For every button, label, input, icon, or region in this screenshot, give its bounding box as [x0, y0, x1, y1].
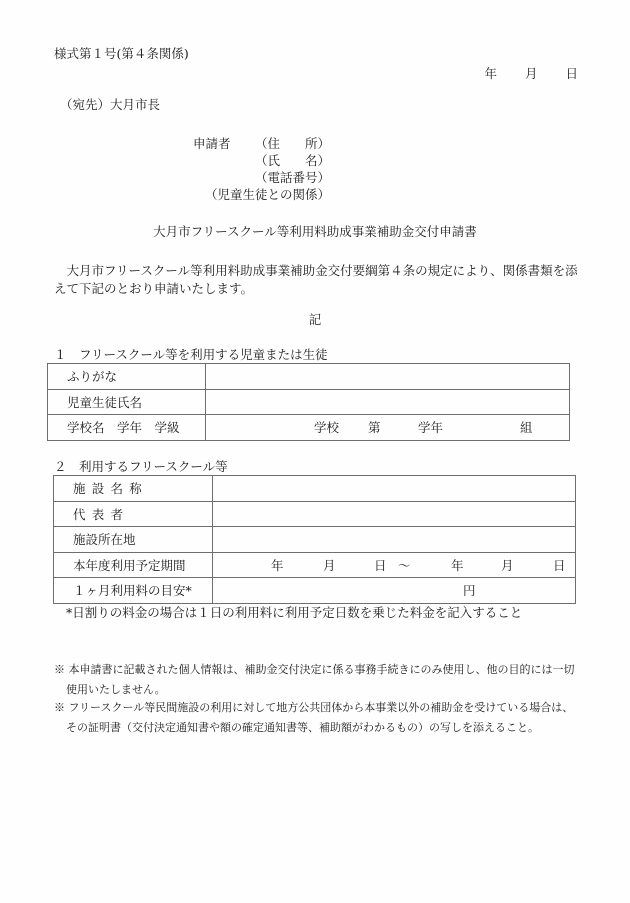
table-row: [54, 552, 576, 578]
yen-unit-label: 円: [463, 583, 476, 599]
addressee: （宛先）大月市長: [60, 97, 161, 112]
table-row: [54, 578, 576, 604]
student-name-label: 児童生徒氏名: [48, 389, 206, 415]
student-name-field[interactable]: [206, 389, 570, 415]
facility-table: [53, 475, 576, 604]
subsidy-note-line2: その証明書（交付決定通知書や額の確定通知書等、補助額がわかるもの）の写しを添えること。: [66, 721, 539, 734]
school-unit-label: 学校: [314, 420, 340, 436]
end-day-label: 日: [553, 557, 566, 573]
start-month-label: 月: [323, 557, 336, 573]
monthly-fee-label: １ヶ月利用料の目安*: [54, 578, 213, 604]
section1-heading: １ フリースクール等を利用する児童または生徒: [54, 347, 328, 362]
facility-address-label: 施設所在地: [54, 527, 213, 553]
date-line: [484, 68, 578, 81]
applicant-address-label: （住 所）: [254, 136, 330, 151]
table-row: [48, 415, 570, 441]
date-month-label: 月: [524, 66, 538, 81]
fee-footnote: *日割りの料金の場合は１日の利用料に利用予定日数を乗じた料金を記入すること: [66, 605, 523, 620]
table-row: [54, 527, 576, 553]
usage-period-label: 本年度利用予定期間: [54, 552, 213, 578]
document-title: 大月市フリースクール等利用料助成事業補助金交付申請書: [153, 224, 477, 239]
school-grade-class-field[interactable]: [206, 415, 570, 441]
representative-label: 代表者: [54, 501, 213, 527]
end-year-label: 年: [451, 557, 464, 573]
date-day-label: 日: [565, 66, 578, 81]
furigana-field[interactable]: [206, 364, 570, 390]
monthly-fee-field[interactable]: [213, 578, 576, 604]
furigana-label: ふりがな: [48, 364, 206, 390]
start-day-label: 日: [374, 557, 387, 573]
facility-name-field[interactable]: [213, 476, 576, 502]
applicant-relationship-label: （児童生徒との関係）: [204, 187, 330, 202]
student-table: [47, 363, 570, 441]
representative-field[interactable]: [213, 501, 576, 527]
grade-prefix-label: 第: [368, 420, 381, 436]
table-row: [54, 501, 576, 527]
section2-heading: ２ 利用するフリースクール等: [54, 459, 228, 474]
document-body: 大月市フリースクール等利用料助成事業補助金交付要綱第４条の規定により、関係書類を添えて下記のとおり申請いたします。: [54, 263, 578, 296]
school-grade-class-label: 学校名 学年 学級: [48, 415, 206, 441]
privacy-note-line2: 使用いたしません。: [66, 683, 166, 696]
facility-name-label: 施設名称: [54, 476, 213, 502]
end-month-label: 月: [501, 557, 514, 573]
ki-heading: 記: [308, 312, 322, 327]
period-tilde: ～: [398, 557, 411, 573]
facility-address-field[interactable]: [213, 527, 576, 553]
applicant-phone-label: （電話番号）: [254, 170, 330, 185]
subsidy-note-line1: ※ フリースクール等民間施設の利用に対して地方公共団体から本事業以外の補助金を受けている場合は、: [54, 701, 574, 714]
grade-unit-label: 学年: [418, 420, 444, 436]
start-year-label: 年: [271, 557, 284, 573]
privacy-note-line1: ※ 本申請書に記載された個人情報は、補助金交付決定に係る事務手続きにのみ使用し、他の目的には一切: [54, 663, 575, 676]
usage-period-field[interactable]: [213, 552, 576, 578]
table-row: [54, 476, 576, 502]
table-row: [48, 364, 570, 390]
class-unit-label: 組: [520, 420, 533, 436]
applicant-label: 申請者: [193, 136, 231, 151]
applicant-name-label: （氏 名）: [254, 153, 330, 168]
table-row: [48, 389, 570, 415]
date-year-label: 年: [484, 66, 497, 81]
form-number: 様式第１号(第４条関係): [54, 46, 189, 61]
